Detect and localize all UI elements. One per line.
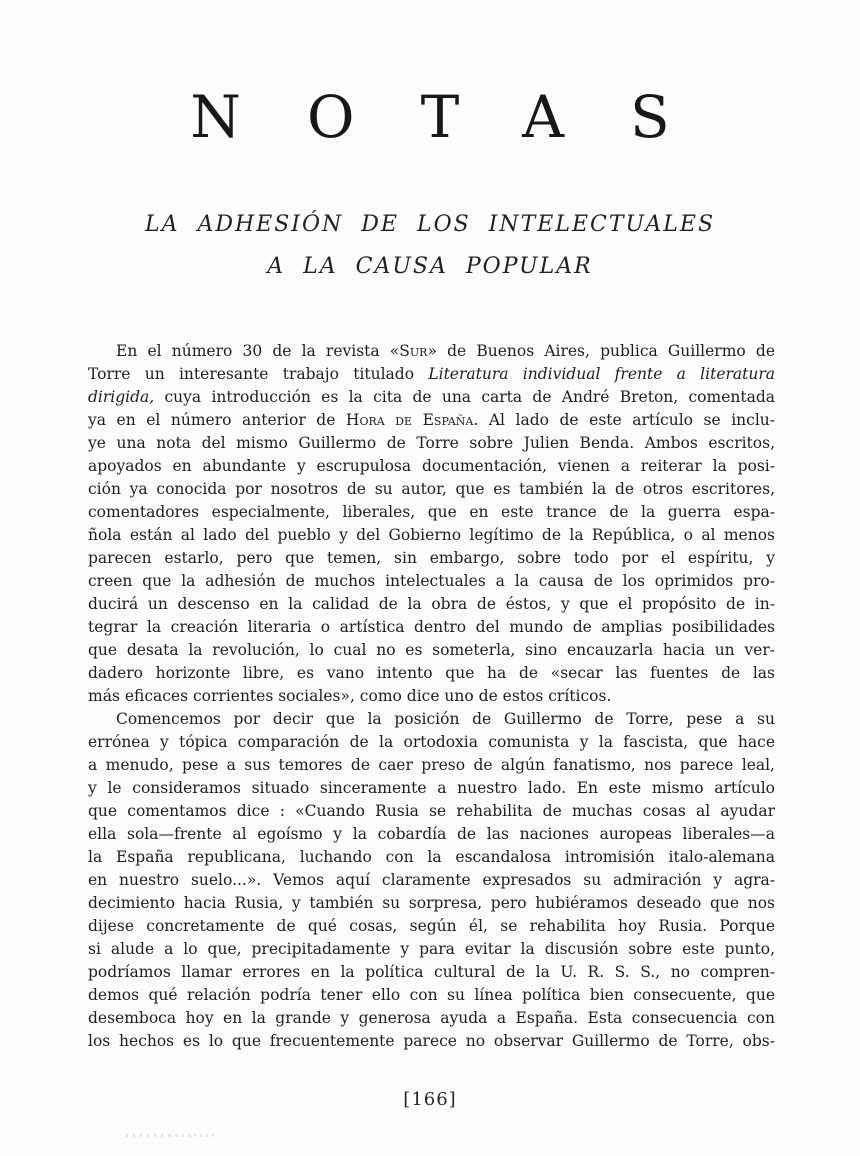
text-line: Torre un interesante trabajo titulado Literatura individual frente a literatura — [88, 365, 775, 383]
text-line: ye una nota del mismo Guillermo de Torre sobre Julien Benda. Ambos escritos, — [88, 434, 775, 452]
text-line: los hechos es lo que frecuentemente parece no observar Guillermo de Torre, obs- — [88, 1032, 775, 1050]
page-title: NOTAS — [190, 83, 736, 151]
paragraph — [88, 708, 775, 1053]
body-text — [88, 340, 775, 1053]
text-line: Comencemos por decir que la posición de Guillermo de Torre, pese a su — [116, 710, 775, 728]
text-line: ya en el número anterior de Hora de España. Al lado de este artículo se inclu- — [88, 411, 775, 429]
text-line: podríamos llamar errores en la política cultural de la U. R. S. S., no compren- — [88, 963, 775, 981]
text-line: más eficaces corrientes sociales», como dice uno de estos críticos. — [88, 687, 612, 705]
text-line: dirigida, cuya introducción es la cita de una carta de André Breton, comentada — [88, 388, 775, 406]
text-line: demos qué relación podría tener ello con su línea política bien consecuente, que — [88, 986, 775, 1004]
text-line: tegrar la creación literaria o artística dentro del mundo de amplias posibilidades — [88, 618, 775, 636]
text-line: apoyados en abundante y escrupulosa documentación, vienen a reiterar la posi- — [88, 457, 775, 475]
text-line: dijese concretamente de qué cosas, según él, se rehabilita hoy Rusia. Porque — [88, 917, 775, 935]
text-line: ñola están al lado del pueblo y del Gobierno legítimo de la República, o al menos — [88, 526, 775, 544]
text-line: si alude a lo que, precipitadamente y para evitar la discusión sobre este punto, — [88, 940, 775, 958]
text-line: En el número 30 de la revista «Sur» de Buenos Aires, publica Guillermo de — [116, 342, 775, 360]
text-line: decimiento hacia Rusia, y también su sorpresa, pero hubiéramos deseado que nos — [88, 894, 775, 912]
article-title-line-1: LA ADHESIÓN DE LOS INTELECTUALES — [144, 212, 716, 237]
text-line: ducirá un descenso en la calidad de la obra de éstos, y que el propósito de in- — [88, 595, 775, 613]
article-title — [0, 204, 860, 288]
text-line: errónea y tópica comparación de la ortodoxia comunista y la fascista, que hace — [88, 733, 775, 751]
paragraph — [88, 340, 775, 708]
text-line: en nuestro suelo...». Vemos aquí claramente expresados su admiración y agra- — [88, 871, 775, 889]
text-line: dadero horizonte libre, es vano intento que ha de «secar las fuentes de las — [88, 664, 775, 682]
text-line: desemboca hoy en la grande y generosa ayuda a España. Esta consecuencia con — [88, 1009, 775, 1027]
text-line: que comentamos dice : «Cuando Rusia se rehabilita de muchas cosas al ayudar — [88, 802, 775, 820]
text-line: comentadores especialmente, liberales, que en este trance de la guerra espa- — [88, 503, 775, 521]
page-number: [166] — [403, 1089, 457, 1110]
text-line: y le consideramos situado sinceramente a nuestro lado. En este mismo artículo — [88, 779, 775, 797]
text-line: creen que la adhesión de muchos intelectuales a la causa de los oprimidos pro- — [88, 572, 775, 590]
text-line: ción ya conocida por nosotros de su autor, que es también la de otros escritores, — [88, 480, 775, 498]
text-line: que desata la revolución, lo cual no es someterla, sino encauzarla hacia un ver- — [88, 641, 775, 659]
text-line: parecen estarlo, pero que temen, sin embargo, sobre todo por el espíritu, y — [88, 549, 775, 567]
article-title-line-2: A LA CAUSA POPULAR — [267, 254, 593, 279]
text-line: a menudo, pese a sus temores de caer preso de algún fanatismo, nos parece leal, — [88, 756, 775, 774]
text-line: ella sola—frente al egoísmo y la cobardía de las naciones auropeas liberales—a — [88, 825, 775, 843]
text-line: la España republicana, luchando con la escandalosa intromisión italo-alemana — [88, 848, 775, 866]
scan-artifact — [126, 1134, 192, 1137]
